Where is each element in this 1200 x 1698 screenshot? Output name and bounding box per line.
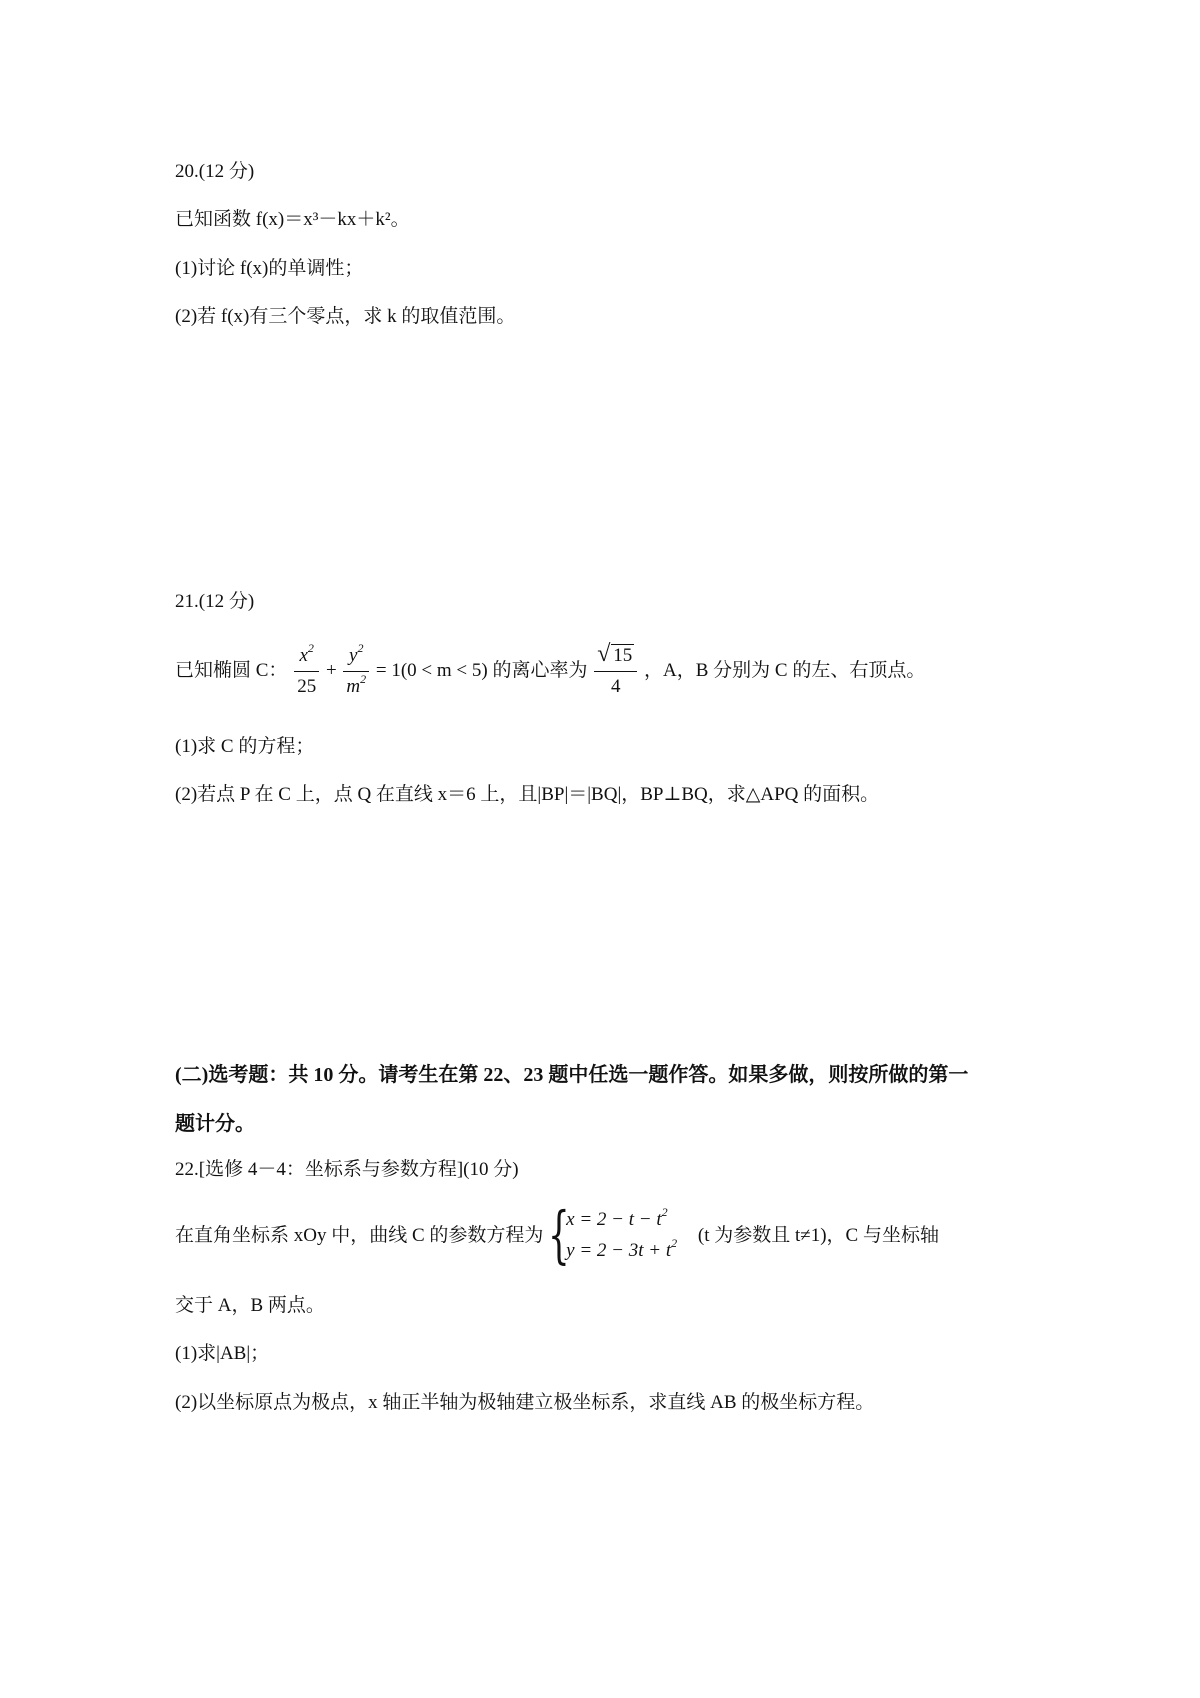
q22-header: 22.[选修 4－4：坐标系与参数方程](10 分) [175, 1159, 519, 1180]
q22-part1: (1)求|AB|； [175, 1343, 270, 1364]
q22-part2: (2)以坐标原点为极点，x 轴正半轴为极轴建立极坐标系，求直线 AB 的极坐标方程。 [175, 1392, 875, 1413]
q21-header: 21.(12 分) [175, 591, 255, 612]
q22-stem-suffix: (t 为参数且 t≠1)，C 与坐标轴 [697, 1225, 939, 1246]
q20-part1: (1)讨论 f(x)的单调性； [175, 258, 364, 279]
left-brace-icon: { [548, 1197, 570, 1271]
q21-part1: (1)求 C 的方程； [175, 736, 315, 757]
q21-frac1-num: x [299, 645, 308, 667]
q21-plus: + [325, 660, 337, 681]
q20-part2: (2)若 f(x)有三个零点，求 k 的取值范围。 [175, 306, 516, 327]
q21-stem-prefix: 已知椭圆 C： [175, 660, 288, 681]
q21-part2: (2)若点 P 在 C 上，点 Q 在直线 x＝6 上，且|BP|＝|BQ|，BP⊥BQ，求△APQ 的面积。 [175, 784, 880, 805]
q21-fraction-y [343, 641, 369, 702]
section2-line1: (二)选考题：共 10 分。请考生在第 22、23 题中任选一题作答。如果多做，则按所做的第一 [175, 1064, 969, 1086]
q21-fraction-x [294, 641, 319, 702]
q22-eq2-sup: 2 [671, 1235, 678, 1250]
q22-eq2-text: y = 2 − 3t + t [566, 1239, 672, 1261]
q21-condition: = 1(0 < m < 5) [375, 660, 488, 681]
q21-ecc-den: 4 [611, 676, 621, 698]
q21-frac1-sup: 2 [307, 641, 314, 656]
section2-line2: 题计分。 [175, 1113, 255, 1135]
q21-stem-suffix: ，A，B 分别为 C 的左、右顶点。 [644, 660, 926, 681]
q22-stem-prefix: 在直角坐标系 xOy 中，曲线 C 的参数方程为 [175, 1225, 544, 1246]
q20-header: 20.(12 分) [175, 161, 255, 182]
q21-frac2-num: y [349, 645, 358, 667]
q22-eq1-sup: 2 [661, 1204, 668, 1219]
q21-stem [175, 640, 925, 702]
q21-ecc-num: 15 [613, 645, 633, 667]
q21-frac2-den-sup: 2 [360, 672, 367, 687]
q22-stem [175, 1197, 939, 1271]
q21-frac1-den: 25 [297, 676, 317, 698]
q22-eq2 [566, 1235, 678, 1263]
sqrt-symbol: √ 15 [597, 641, 633, 668]
q20-stem: 已知函数 f(x)＝x³－kx＋k²。 [175, 209, 410, 230]
q22-parametric-system [548, 1197, 693, 1271]
q21-ecc-text: 的离心率为 [492, 660, 588, 681]
q21-frac2-den: m [346, 676, 361, 698]
q22-eq1 [566, 1204, 668, 1232]
q21-eccentricity-fraction [594, 641, 637, 702]
q21-frac2-num-sup: 2 [357, 641, 364, 656]
q22-eq1-text: x = 2 − t − t [566, 1208, 662, 1230]
q22-stem-line2: 交于 A，B 两点。 [175, 1295, 325, 1316]
